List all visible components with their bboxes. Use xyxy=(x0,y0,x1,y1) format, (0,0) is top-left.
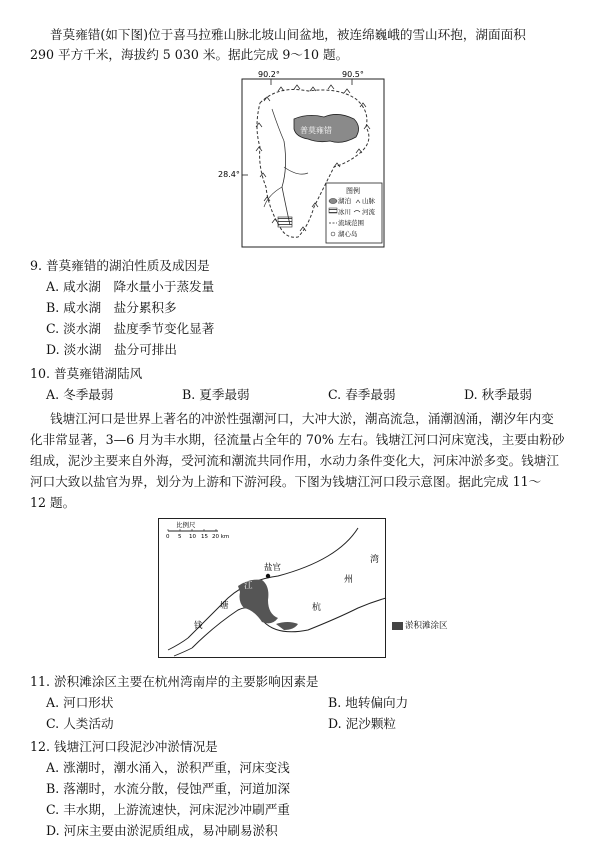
lake-label: 普莫雍错 xyxy=(300,126,332,135)
q11-option-c: C. 人类活动 xyxy=(46,716,114,731)
silt-swatch xyxy=(392,622,403,630)
passage1-line2: 290 平方千米，海拔约 5 030 米。据此完成 9～10 题。 xyxy=(30,47,349,62)
glacier-area xyxy=(278,217,292,227)
scale-tick-3: 15 xyxy=(201,534,208,540)
bay-char-3: 杭 xyxy=(312,603,322,613)
qiantang-estuary-map xyxy=(158,518,386,658)
q12-option-c: C. 丰水期，上游流速快，河床泥沙冲刷严重 xyxy=(46,802,290,817)
passage2-line2: 化非常显著，3—6 月为丰水期，径流量占全年的 70% 左右。钱塘江河口河床宽浅，主要由粉砂 xyxy=(30,432,565,447)
q9-option-c: C. 淡水湖 盐度季节变化显著 xyxy=(46,321,215,336)
scale-tick-4: 20 km xyxy=(212,534,230,540)
q11-stem: 11. 淤积滩涂区主要在杭州湾南岸的主要影响因素是 xyxy=(30,674,319,689)
scale-tick-2: 10 xyxy=(189,534,196,540)
q11-option-a: A. 河口形状 xyxy=(46,695,114,710)
pumoyongcuo-map xyxy=(218,67,388,250)
yanguan-label: 盐官 xyxy=(264,563,282,573)
river-north xyxy=(272,109,284,141)
map1-lon-right: 90.5° xyxy=(342,70,364,79)
yanguan-marker xyxy=(266,574,270,578)
river-east xyxy=(284,167,308,174)
river-main xyxy=(282,141,290,225)
scale-tick-1: 5 xyxy=(178,534,182,540)
q9-stem: 9. 普莫雍错的湖泊性质及成因是 xyxy=(30,258,210,273)
passage2-line3: 组成，泥沙主要来自外海，受河流和潮流共同作用，水动力条件变化大，河床冲淤多变。钱塘江 xyxy=(30,453,559,468)
legend-lake: 湖泊 xyxy=(338,197,351,205)
q11-option-b: B. 地转偏向力 xyxy=(328,695,409,710)
q12-option-d: D. 河床主要由淤泥质组成，易冲刷易淤积 xyxy=(46,823,278,838)
river-char-1: 江 xyxy=(244,581,253,591)
q10-option-d: D. 秋季最弱 xyxy=(464,387,533,402)
q9-option-b: B. 咸水湖 盐分累积多 xyxy=(46,300,177,315)
map1-lon-left: 90.2° xyxy=(258,70,280,79)
map1-lat: 28.4° xyxy=(218,170,240,179)
q12-stem: 12. 钱塘江河口段泥沙冲淤情况是 xyxy=(30,739,218,754)
q11-option-d: D. 泥沙颗粒 xyxy=(328,716,397,731)
legend-basin: 流域范围 xyxy=(338,219,364,227)
q9-option-d: D. 淡水湖 盐分可排出 xyxy=(46,342,177,357)
passage2-line4: 河口大致以盐官为界，划分为上游和下游河段。下图为钱塘江河口段示意图。据此完成 11～ xyxy=(30,474,542,489)
q10-option-c: C. 春季最弱 xyxy=(328,387,396,402)
legend-mountain: 山脉 xyxy=(362,197,375,205)
map2-legend xyxy=(392,620,448,632)
legend-glacier: 冰川 xyxy=(338,208,351,216)
river-char-3: 钱 xyxy=(194,621,203,631)
legend-title: 图例 xyxy=(346,187,360,195)
legend-silt: 淤积滩涂区 xyxy=(405,621,448,631)
q9-option-a: A. 咸水湖 降水量小于蒸发量 xyxy=(46,279,215,294)
legend-river: 河流 xyxy=(362,208,375,216)
passage1-line1: 普莫雍错(如下图)位于喜马拉雅山脉北坡山间盆地，被连绵巍峨的雪山环抱，湖面面积 xyxy=(50,27,526,42)
bay-char-1: 湾 xyxy=(370,555,380,565)
q12-option-b: B. 落潮时，水流分散，侵蚀严重，河道加深 xyxy=(46,781,290,796)
legend-island: 湖心岛 xyxy=(338,230,358,238)
bay-char-2: 州 xyxy=(344,575,354,585)
q10-option-b: B. 夏季最弱 xyxy=(182,387,250,402)
passage2-line5: 12 题。 xyxy=(30,495,76,510)
scale-tick-0: 0 xyxy=(166,534,170,540)
passage2-line1: 钱塘江河口是世界上著名的冲淤性强潮河口，大冲大淤，潮高流急，涌潮汹涌，潮汐年内变 xyxy=(50,411,554,426)
q10-option-a: A. 冬季最弱 xyxy=(46,387,114,402)
river-char-2: 塘 xyxy=(220,601,229,611)
scale-title: 比例尺 xyxy=(176,521,196,529)
q12-option-a: A. 涨潮时，潮水涌入，淤积严重，河床变浅 xyxy=(46,760,290,775)
q10-stem: 10. 普莫雍错湖陆风 xyxy=(30,366,143,381)
